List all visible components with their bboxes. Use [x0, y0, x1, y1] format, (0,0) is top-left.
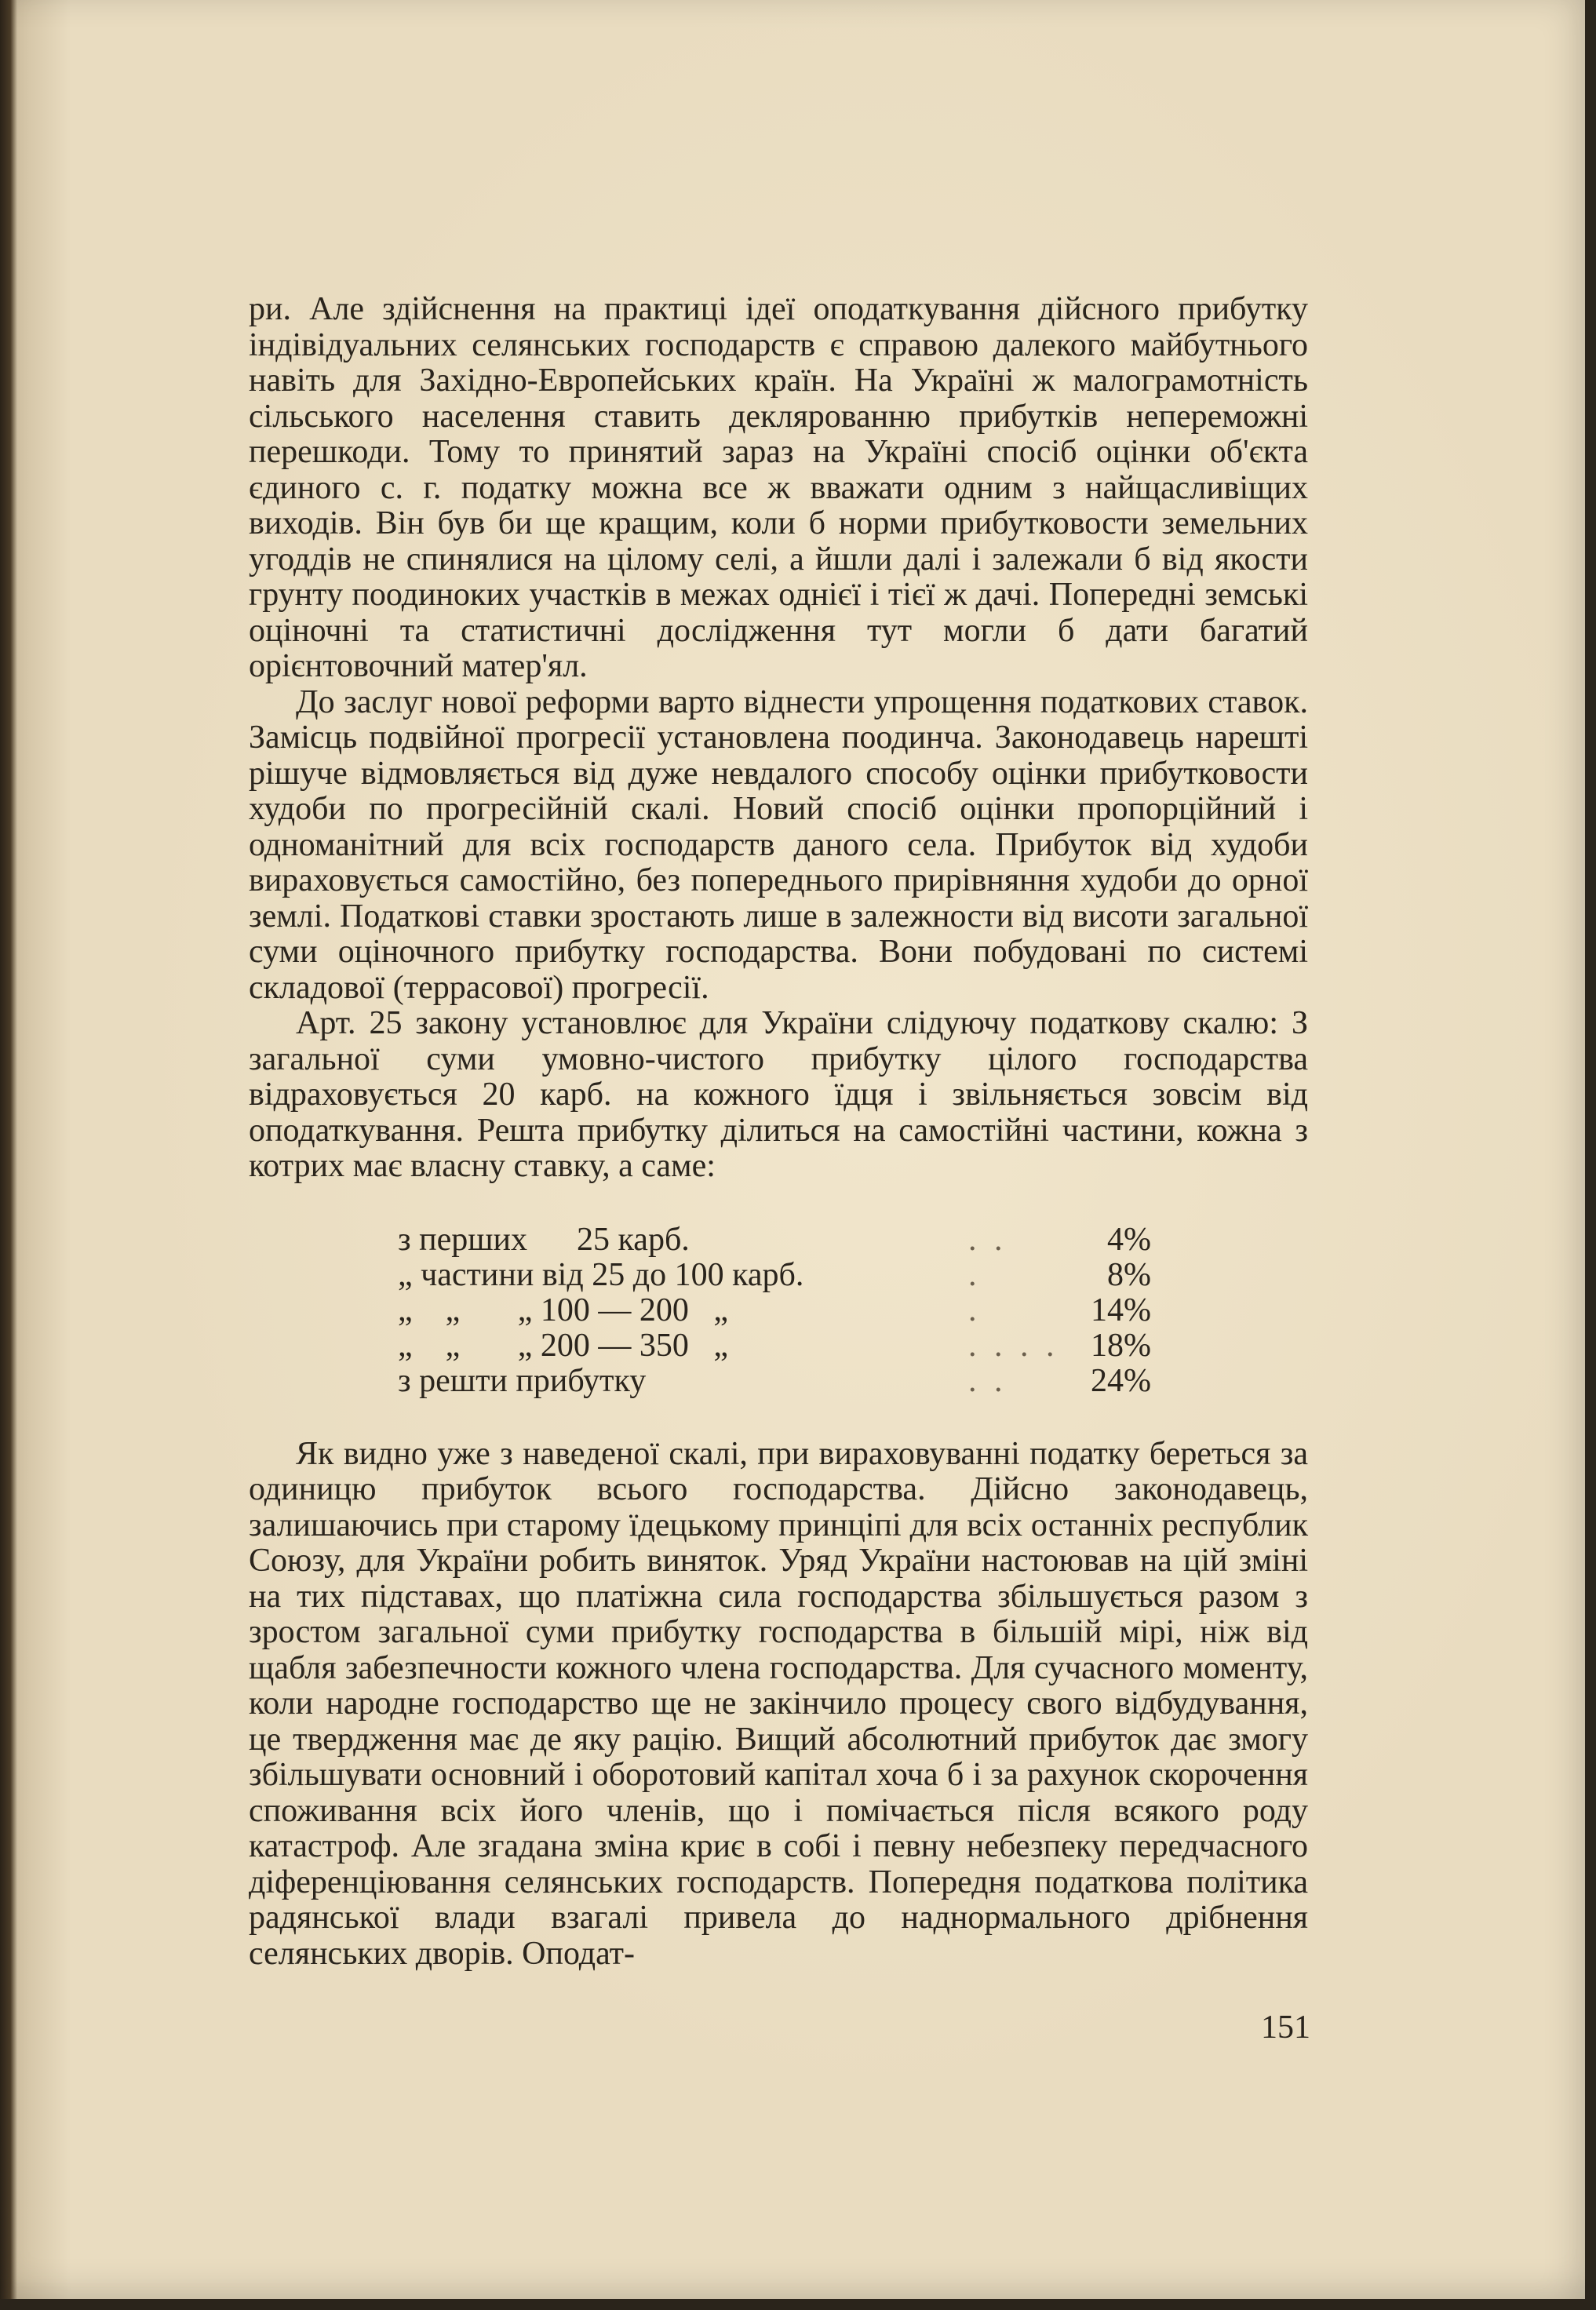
rate-row-percent: 8%: [1107, 1256, 1151, 1293]
rate-row-percent: 18%: [1091, 1327, 1151, 1364]
rate-row-leader: . . . .: [968, 1327, 1059, 1364]
rate-row: [398, 1258, 1151, 1293]
tax-rate-table: [398, 1222, 1151, 1399]
body-text: [249, 292, 1308, 1972]
paragraph-4: Як видно уже з наведеної скалі, при вираховуванні податку береться за одиницю прибуток всього господарства. Дійсно законодавець, залишаючись при старому їдецькому принціпі для всіх останніх республик Союзу, для України робить виняток. Уряд України настоював на цій зміні на тих підставах, що платіжна сила господарства збільшується разом з зростом загальної суми прибутку господарства в більшій мірі, ніж від щабля забезпечности кожного члена господарства. Для сучасного моменту, коли народне господарство ще не закінчило процесу свого відбудування, це твердження має де яку рацію. Вищий абсолютний прибуток дає змогу збільшувати основний і оборотовий капітал хоча б і за рахунок скорочення споживання всіх його членів, що і помічається після всякого роду катастроф. Але згадана зміна криє в собі і певну небезпеку передчасного діференціювання селянських господарств. Попередня податкова політика радянської влади взагалі привела до наднормального дрібнення селянських дворів. Оподат-: [249, 1435, 1308, 1972]
rate-row-leader: . .: [968, 1362, 1008, 1399]
paragraph-3: Арт. 25 закону установлює для України слідуючу податкову скалю: З загальної суми умовно-чистого прибутку цілого господарства відраховується 20 карб. на кожного їдця і звільняється зовсім від оподаткування. Решта прибутку ділиться на самостійні частини, кожна з котрих має власну ставку, а саме:: [249, 1005, 1308, 1184]
rate-row-label: з перших 25 карб.: [398, 1221, 690, 1258]
rate-row: [398, 1328, 1151, 1364]
rate-row-leader: .: [968, 1292, 982, 1328]
rate-row-label: „ частини від 25 до 100 карб.: [398, 1256, 804, 1293]
rate-row-leader: .: [968, 1256, 982, 1293]
page-right-border: [1585, 0, 1596, 2310]
book-spine-shadow: [0, 0, 17, 2310]
rate-row: [398, 1222, 1151, 1258]
page-number: 151: [1261, 2009, 1310, 2046]
rate-row-percent: 14%: [1091, 1292, 1151, 1328]
rate-row-percent: 4%: [1107, 1221, 1151, 1258]
rate-row-label: „ „ „ 200 — 350 „: [398, 1327, 729, 1364]
rate-row: [398, 1293, 1151, 1328]
rate-row-label: з решти прибутку: [398, 1362, 647, 1399]
paragraph-1: ри. Але здійснення на практиці ідеї оподаткування дійсного прибутку індівідуальних селянських господарств є справою далекого майбутнього навіть для Західно-Европейських країн. На Україні ж малограмотність сільського населення ставить деклярованню прибутків непереможні перешкоди. Тому то принятий зараз на Україні спосіб оцінки об'єкта єдиного с. г. податку можна все ж вважати одним з найщасливіщих виходів. Він був би ще кращим, коли б норми прибутковости земельних угоддів не спинялися на цілому селі, а йшли далі і залежали б від якости грунту поодиноких участків в межах однієї і тієї ж дачі. Попередні земські оціночні та статистичні дослідження тут могли б дати багатий орієнтовочний матер'ял.: [249, 291, 1308, 684]
rate-row-leader: . .: [968, 1221, 1008, 1258]
paragraph-2: До заслуг нової реформи варто віднести упрощення податкових ставок. Замісць подвійної прогресії установлена поодинча. Законодавець нарешті рішуче відмовляється від дуже невдалого способу оцінки прибутковости худоби по прогресійній скалі. Новий спосіб оцінки пропорційний і одноманітний для всіх господарств даного села. Прибуток від худоби вираховується самостійно, без попереднього прирівняння худоби до орної землі. Податкові ставки зростають лише в залежности від висоти загальної суми оціночного прибутку господарства. Вони побудовані по системі складової (террасової) прогресії.: [249, 683, 1308, 1006]
rate-row-percent: 24%: [1091, 1362, 1151, 1399]
rate-row: [398, 1364, 1151, 1399]
rate-row-label: „ „ „ 100 — 200 „: [398, 1292, 729, 1328]
page-bottom-border: [0, 2299, 1596, 2310]
